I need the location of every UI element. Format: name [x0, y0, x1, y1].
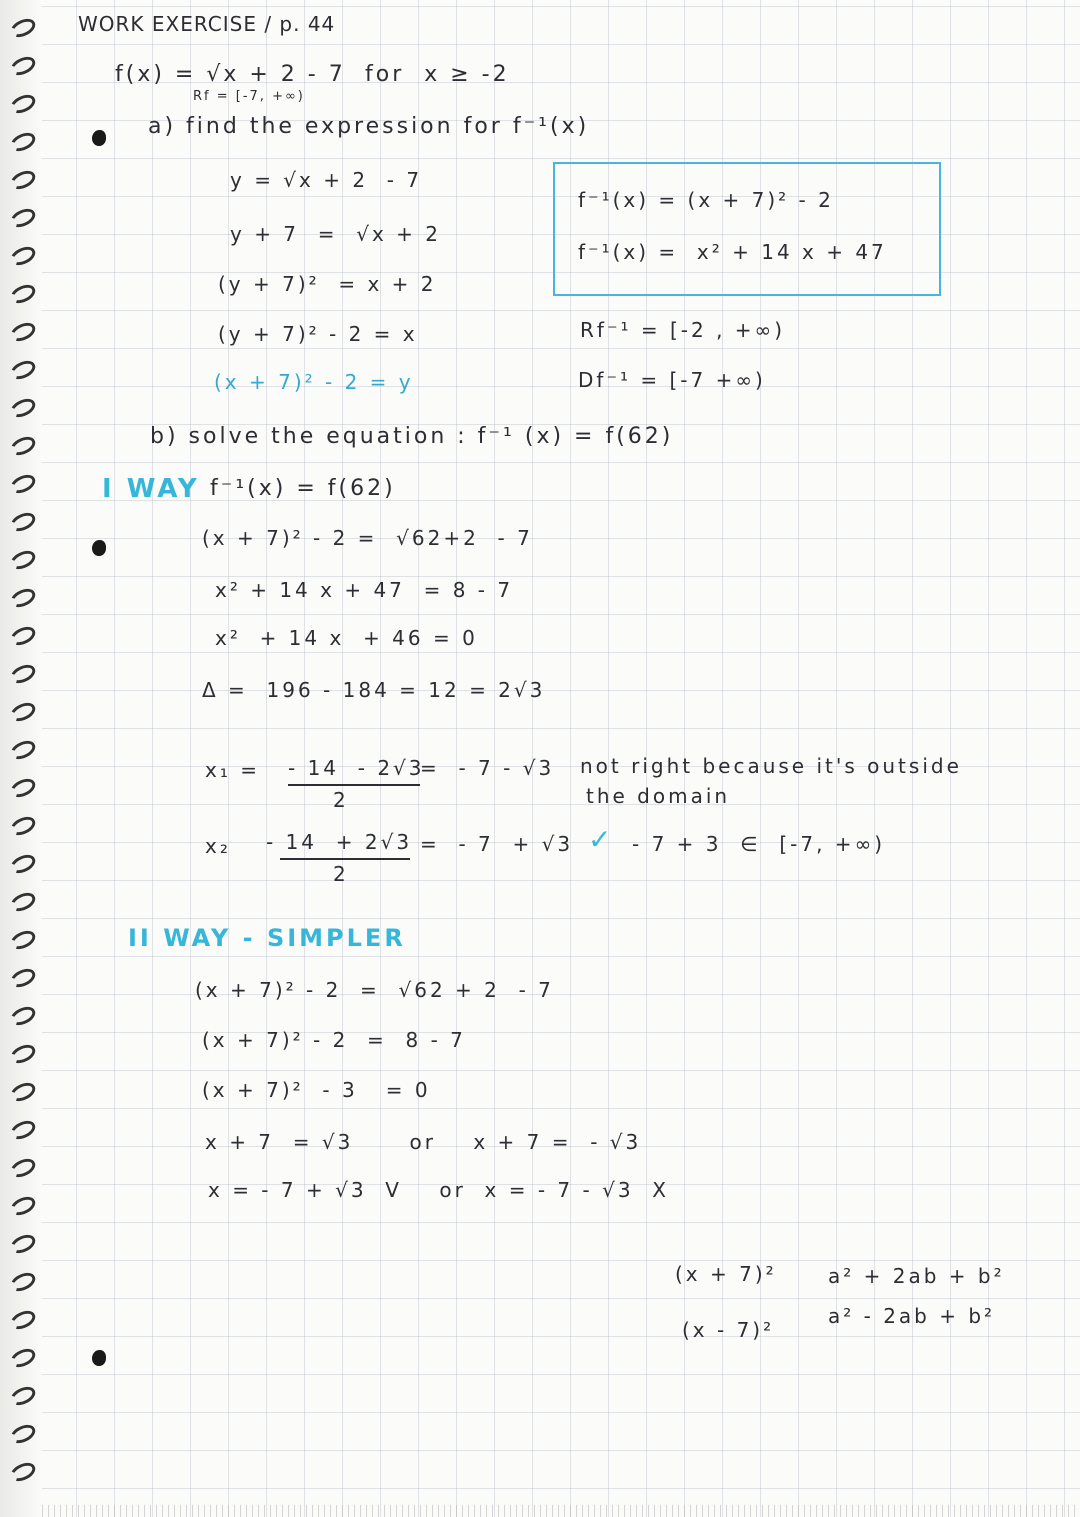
discriminant: Δ = 196 - 184 = 12 = 2√3 [202, 678, 546, 702]
x1-numerator: - 14 - 2√3 [288, 756, 425, 780]
bottom-edge-ruler [42, 1505, 1080, 1517]
way2-step-3: (x + 7)² - 3 = 0 [202, 1078, 431, 1102]
x2-label: x₂ [205, 834, 231, 858]
inverse-expression-1: f⁻¹(x) = (x + 7)² - 2 [578, 188, 834, 212]
inverse-expression-2: f⁻¹(x) = x² + 14 x + 47 [578, 240, 887, 264]
page-title: WORK EXERCISE / p. 44 [78, 12, 336, 36]
way1-step-1: (x + 7)² - 2 = √62+2 - 7 [202, 526, 533, 550]
part-a-heading: a) find the expression for f⁻¹(x) [148, 114, 590, 139]
x1-label: x₁ = [205, 758, 260, 782]
check-mark-icon: ✓ [588, 823, 615, 856]
part-a-step-3: (y + 7)² = x + 2 [218, 272, 437, 296]
bullet-point-bottom [92, 1350, 106, 1366]
x1-comment-line2: the domain [586, 784, 731, 808]
x2-numerator: - 14 + 2√3 [266, 830, 413, 854]
way2-label: II WAY - SIMPLER [128, 924, 406, 952]
way1-step-2: x² + 14 x + 47 = 8 - 7 [215, 578, 514, 602]
way2-step-2: (x + 7)² - 2 = 8 - 7 [202, 1028, 466, 1052]
part-a-step-4: (y + 7)² - 2 = x [218, 322, 418, 346]
x1-comment-line1: not right because it's outside [580, 754, 962, 778]
part-a-step-1: y = √x + 2 - 7 [230, 168, 423, 192]
way1-step-3: x² + 14 x + 46 = 0 [215, 626, 478, 650]
way1-equation: f⁻¹(x) = f(62) [210, 476, 396, 501]
inverse-range: Rf⁻¹ = [-2 , +∞) [580, 318, 786, 342]
x1-result: = - 7 - √3 [420, 756, 555, 780]
bullet-point-way1 [92, 540, 106, 556]
way2-step-4: x + 7 = √3 or x + 7 = - √3 [205, 1130, 642, 1154]
x1-denominator: 2 [333, 788, 349, 812]
x2-fraction-bar [280, 858, 410, 860]
x2-result: = - 7 + √3 [420, 832, 574, 856]
way2-step-1: (x + 7)² - 2 = √62 + 2 - 7 [195, 978, 554, 1002]
x2-denominator: 2 [333, 862, 349, 886]
way1-label: I WAY [102, 474, 200, 504]
part-b-heading: b) solve the equation : f⁻¹ (x) = f(62) [150, 424, 674, 449]
note-minus-square: (x - 7)² [682, 1318, 775, 1342]
part-a-step-2: y + 7 = √x + 2 [230, 222, 441, 246]
note-plus-expansion: a² + 2ab + b² [828, 1264, 1005, 1288]
note-plus-square: (x + 7)² [675, 1262, 777, 1286]
function-range: Rf = [-7, +∞) [193, 89, 305, 104]
inverse-domain: Df⁻¹ = [-7 +∞) [578, 368, 766, 392]
part-a-step-5: (x + 7)² - 2 = y [214, 370, 414, 394]
way2-step-5: x = - 7 + √3 V or x = - 7 - √3 X [208, 1178, 669, 1202]
x2-comment: - 7 + 3 ∈ [-7, +∞) [632, 832, 886, 856]
function-definition: f(x) = √x + 2 - 7 [115, 62, 346, 87]
function-condition: for x ≥ -2 [365, 62, 510, 87]
x1-fraction-bar [288, 784, 420, 786]
bullet-point-a [92, 130, 106, 146]
answer-box [553, 162, 941, 296]
note-minus-expansion: a² - 2ab + b² [828, 1304, 996, 1328]
